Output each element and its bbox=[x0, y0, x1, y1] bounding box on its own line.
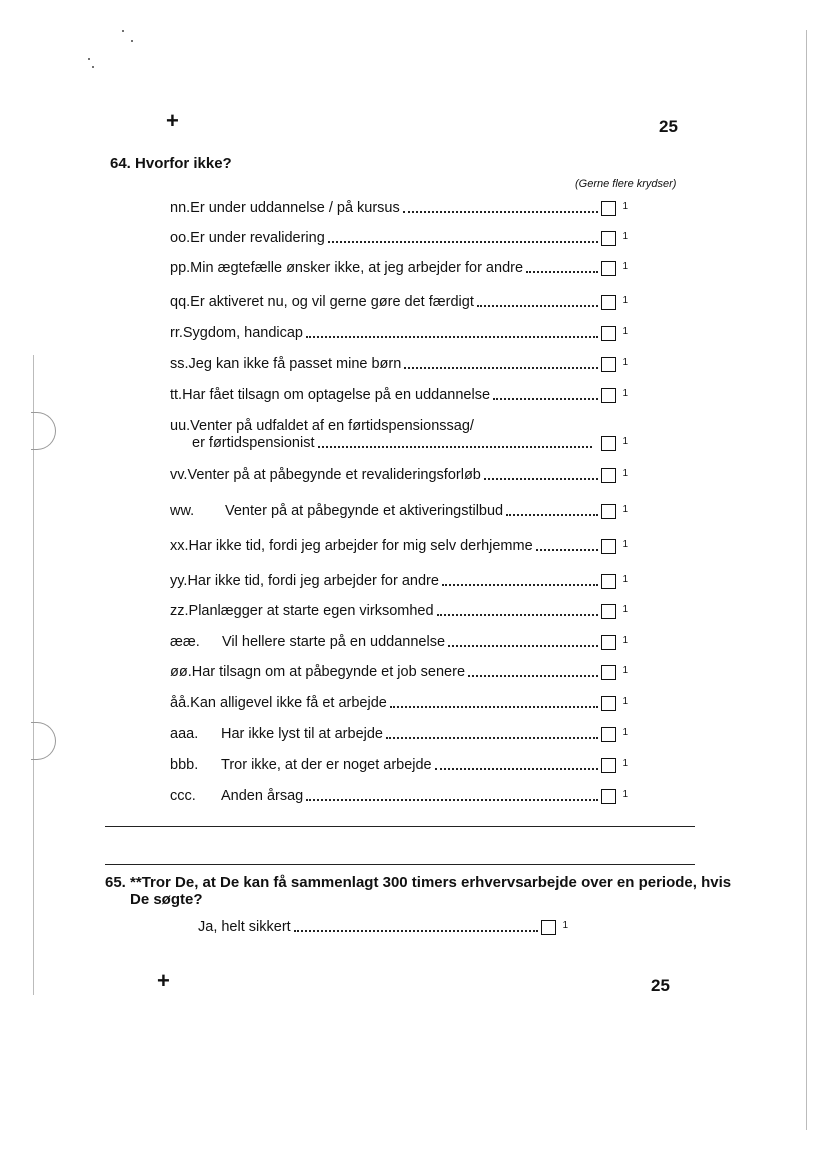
option-code: 1 bbox=[622, 604, 628, 615]
option-text: Anden årsag bbox=[221, 788, 304, 804]
option-checkbox[interactable] bbox=[601, 295, 616, 310]
option-code: 1 bbox=[622, 574, 628, 585]
option-prefix: aaa. bbox=[170, 726, 199, 742]
option-text: Planlægger at starte egen virksomhed bbox=[188, 603, 434, 619]
option-label bbox=[170, 757, 432, 774]
dot-leader bbox=[442, 584, 599, 586]
option-code: 1 bbox=[622, 789, 628, 800]
option-prefix: åå. bbox=[170, 695, 191, 711]
question-64-option-row bbox=[170, 323, 628, 342]
option-checkbox[interactable] bbox=[541, 920, 556, 935]
option-code: 1 bbox=[622, 261, 628, 272]
dot-leader bbox=[404, 367, 598, 369]
option-label bbox=[170, 573, 439, 590]
dot-leader bbox=[484, 478, 599, 480]
option-label bbox=[170, 664, 465, 681]
question-64-option-row bbox=[170, 198, 628, 217]
option-checkbox[interactable] bbox=[601, 504, 616, 519]
option-label bbox=[170, 467, 481, 484]
option-text: Har fået tilsagn om optagelse på en uddannelse bbox=[182, 387, 491, 403]
option-text: Min ægtefælle ønsker ikke, at jeg arbejder for andre bbox=[190, 260, 524, 276]
option-text: Har ikke tid, fordi jeg arbejder for mig selv derhjemme bbox=[188, 538, 533, 554]
question-64-option-row bbox=[170, 632, 628, 651]
option-label bbox=[170, 260, 523, 277]
option-code: 1 bbox=[622, 436, 628, 447]
option-code: 1 bbox=[622, 665, 628, 676]
question-64-option-row bbox=[170, 786, 628, 805]
question-64-option-row bbox=[170, 601, 628, 620]
option-text-continued: er førtidspensionist bbox=[192, 435, 315, 451]
option-code: 1 bbox=[622, 388, 628, 399]
option-prefix: zz. bbox=[170, 603, 189, 619]
option-checkbox[interactable] bbox=[601, 665, 616, 680]
option-text: Venter på at påbegynde et revalideringsforløb bbox=[187, 467, 481, 483]
question-64-option-row bbox=[170, 755, 628, 774]
dot-leader bbox=[437, 614, 599, 616]
option-prefix: bbb. bbox=[170, 757, 199, 773]
option-checkbox[interactable] bbox=[601, 357, 616, 372]
option-prefix: ss. bbox=[170, 356, 189, 372]
option-checkbox[interactable] bbox=[601, 696, 616, 711]
page-number: 25 bbox=[659, 117, 678, 136]
dot-leader bbox=[493, 398, 598, 400]
option-code: 1 bbox=[622, 231, 628, 242]
section-divider bbox=[105, 826, 695, 827]
option-label: Ja, helt sikkert bbox=[198, 919, 291, 935]
question-64-option-row bbox=[170, 354, 628, 373]
option-checkbox[interactable] bbox=[601, 574, 616, 589]
option-prefix: nn. bbox=[170, 200, 191, 216]
option-prefix: ww. bbox=[170, 503, 195, 519]
dot-leader bbox=[390, 706, 599, 708]
question-64-note: (Gerne flere krydser) bbox=[575, 178, 677, 190]
option-label bbox=[170, 695, 387, 712]
scan-speck bbox=[92, 66, 94, 68]
option-label bbox=[170, 634, 445, 651]
option-prefix: qq. bbox=[170, 294, 191, 310]
dot-leader bbox=[294, 930, 539, 932]
option-prefix: yy. bbox=[170, 573, 188, 589]
option-text: Er under uddannelse / på kursus bbox=[190, 200, 400, 216]
option-label bbox=[170, 325, 303, 342]
option-code: 1 bbox=[622, 539, 628, 550]
option-prefix: ccc. bbox=[170, 788, 196, 804]
option-text: Er aktiveret nu, og vil gerne gøre det færdigt bbox=[190, 294, 474, 310]
dot-leader bbox=[468, 675, 598, 677]
option-prefix: ææ. bbox=[170, 634, 200, 650]
option-code: 1 bbox=[622, 295, 628, 306]
option-checkbox[interactable] bbox=[601, 231, 616, 246]
question-65-title-line1: 65. **Tror De, at De kan få sammenlagt 300 timers erhvervsarbejde over en periode, hvis bbox=[105, 874, 732, 891]
punch-hole bbox=[31, 722, 56, 760]
question-64-option-row bbox=[170, 228, 628, 247]
dot-leader bbox=[386, 737, 598, 739]
option-checkbox[interactable] bbox=[601, 789, 616, 804]
section-divider bbox=[105, 864, 695, 865]
question-65-title bbox=[105, 874, 765, 908]
option-text: Sygdom, handicap bbox=[182, 325, 303, 341]
option-label-multiline bbox=[170, 418, 595, 452]
question-64-option-row bbox=[170, 258, 628, 277]
dot-leader bbox=[328, 241, 599, 243]
dot-leader bbox=[403, 211, 599, 213]
option-text: Har ikke tid, fordi jeg arbejder for andre bbox=[187, 573, 439, 589]
dot-leader bbox=[448, 645, 598, 647]
option-prefix: vv. bbox=[170, 467, 188, 483]
margin-line-left bbox=[33, 355, 34, 995]
option-prefix: oo. bbox=[170, 230, 191, 246]
question-64-option-row bbox=[170, 292, 628, 311]
option-label bbox=[170, 387, 490, 404]
margin-line-right bbox=[806, 30, 807, 1130]
option-checkbox[interactable] bbox=[601, 326, 616, 341]
registration-plus: + bbox=[166, 108, 179, 133]
option-checkbox[interactable] bbox=[601, 201, 616, 216]
option-prefix: xx. bbox=[170, 538, 189, 554]
question-65-title-line2: De søgte? bbox=[130, 891, 203, 908]
option-text: Tror ikke, at der er noget arbejde bbox=[221, 757, 432, 773]
dot-leader bbox=[536, 549, 599, 551]
question-64-option-row bbox=[170, 571, 628, 590]
option-label bbox=[170, 418, 474, 434]
option-code: 1 bbox=[562, 920, 568, 931]
option-text: Vil hellere starte på en uddannelse bbox=[222, 634, 446, 650]
option-label bbox=[170, 726, 383, 743]
option-code: 1 bbox=[622, 468, 628, 479]
option-checkbox[interactable] bbox=[601, 539, 616, 554]
option-checkbox[interactable] bbox=[601, 388, 616, 403]
footer-page-number: 25 bbox=[651, 976, 670, 995]
dot-leader bbox=[506, 514, 598, 516]
question-64-option-row bbox=[170, 693, 628, 712]
scan-speck bbox=[131, 40, 133, 42]
dot-leader bbox=[306, 799, 598, 801]
option-code: 1 bbox=[622, 357, 628, 368]
dot-leader bbox=[306, 336, 598, 338]
option-text: Venter på at påbegynde et aktiveringstilbud bbox=[225, 503, 504, 519]
question-64-option-row bbox=[170, 662, 628, 681]
option-prefix: øø. bbox=[170, 664, 192, 680]
option-code: 1 bbox=[622, 758, 628, 769]
option-label bbox=[170, 788, 303, 805]
option-code: 1 bbox=[622, 504, 628, 515]
option-label bbox=[170, 230, 325, 247]
question-64-option-row bbox=[170, 385, 628, 404]
option-code: 1 bbox=[622, 201, 628, 212]
option-checkbox[interactable] bbox=[601, 468, 616, 483]
question-64-option-row bbox=[170, 536, 628, 555]
option-label bbox=[170, 356, 401, 373]
scan-speck bbox=[88, 58, 90, 60]
option-prefix: uu. bbox=[170, 418, 191, 434]
option-code: 1 bbox=[622, 727, 628, 738]
option-checkbox[interactable] bbox=[601, 727, 616, 742]
scan-speck bbox=[122, 30, 124, 32]
question-64-option-row bbox=[170, 465, 628, 484]
dot-leader bbox=[435, 768, 599, 770]
option-code: 1 bbox=[622, 696, 628, 707]
option-prefix: pp. bbox=[170, 260, 191, 276]
option-label bbox=[170, 200, 400, 217]
option-code: 1 bbox=[622, 326, 628, 337]
question-64-title: 64. Hvorfor ikke? bbox=[110, 155, 232, 172]
question-64-option-row bbox=[170, 418, 628, 452]
option-checkbox[interactable] bbox=[601, 261, 616, 276]
option-text: Er under revalidering bbox=[190, 230, 325, 246]
option-text: Jeg kan ikke få passet mine børn bbox=[188, 356, 402, 372]
option-prefix: tt. bbox=[170, 387, 183, 403]
footer-registration-plus: + bbox=[157, 968, 170, 993]
option-checkbox[interactable] bbox=[601, 635, 616, 650]
option-checkbox[interactable] bbox=[601, 604, 616, 619]
option-text: Har tilsagn om at påbegynde et job senere bbox=[191, 664, 466, 680]
option-text: Venter på udfaldet af en førtidspensionssag/ bbox=[190, 418, 474, 434]
option-code: 1 bbox=[622, 635, 628, 646]
dot-leader bbox=[526, 271, 598, 273]
option-text: Kan alligevel ikke få et arbejde bbox=[190, 695, 387, 711]
option-checkbox[interactable] bbox=[601, 436, 616, 451]
option-prefix: rr. bbox=[170, 325, 183, 341]
option-text: Har ikke lyst til at arbejde bbox=[221, 726, 383, 742]
question-65-option-row bbox=[198, 917, 568, 936]
punch-hole bbox=[31, 412, 56, 450]
option-label bbox=[170, 538, 533, 555]
option-label bbox=[170, 503, 503, 520]
option-label bbox=[170, 603, 434, 620]
dot-leader bbox=[318, 446, 593, 448]
dot-leader bbox=[477, 305, 599, 307]
question-64-option-row bbox=[170, 724, 628, 743]
question-64-option-row bbox=[170, 501, 628, 520]
option-label bbox=[170, 294, 474, 311]
option-checkbox[interactable] bbox=[601, 758, 616, 773]
